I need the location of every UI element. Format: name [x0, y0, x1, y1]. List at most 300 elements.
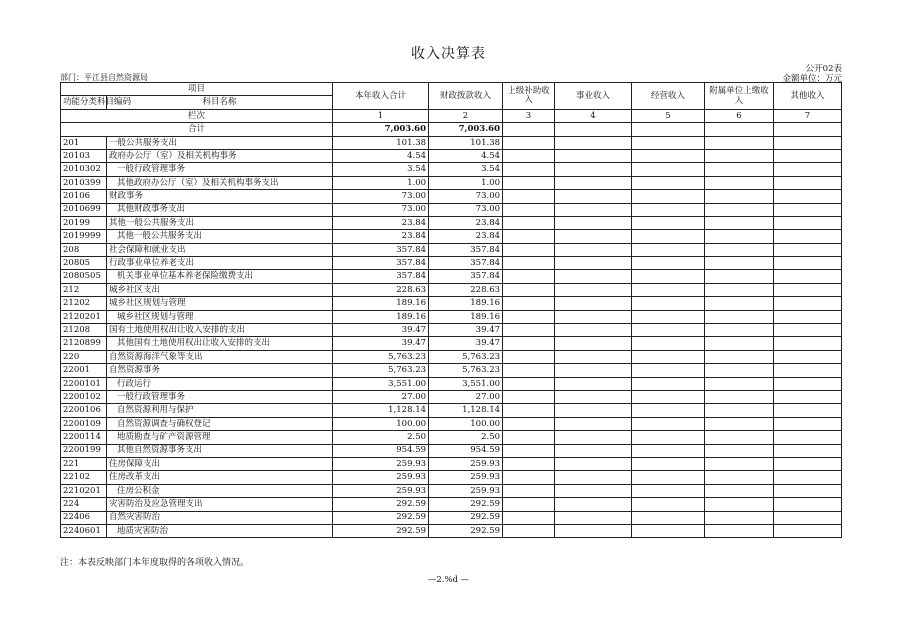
- empty-cell: [705, 324, 774, 337]
- total-income-value: 7,003.60: [333, 123, 429, 136]
- row-name: 其他财政事务支出: [107, 203, 333, 216]
- empty-cell: [555, 257, 632, 270]
- row-code: 224: [61, 498, 107, 511]
- row-name: 行政事业单位养老支出: [107, 257, 333, 270]
- row-fiscal-income: 357.84: [429, 257, 503, 270]
- fiscal-income-header: 财政拨款收入: [429, 83, 503, 110]
- row-code: 2210201: [61, 484, 107, 497]
- empty-cell: [555, 149, 632, 162]
- empty-cell: [632, 283, 705, 296]
- empty-cell: [632, 498, 705, 511]
- row-total-income: 3.54: [333, 163, 429, 176]
- empty-cell: [774, 471, 842, 484]
- row-name: 住房保障支出: [107, 457, 333, 470]
- table-row: [61, 136, 842, 149]
- row-name: 住房公积金: [107, 484, 333, 497]
- row-code: 2200109: [61, 417, 107, 430]
- row-code: 2200199: [61, 444, 107, 457]
- row-name: 政府办公厅（室）及相关机构事务: [107, 149, 333, 162]
- empty-cell: [555, 390, 632, 403]
- row-code: 220: [61, 350, 107, 363]
- empty-cell: [555, 176, 632, 189]
- empty-cell: [503, 417, 555, 430]
- empty-cell: [774, 524, 842, 537]
- row-name: 一般公共服务支出: [107, 136, 333, 149]
- empty-cell: [774, 337, 842, 350]
- empty-cell: [705, 444, 774, 457]
- table-row: [61, 243, 842, 256]
- empty-cell: [555, 337, 632, 350]
- empty-cell: [503, 404, 555, 417]
- empty-cell: [774, 431, 842, 444]
- empty-cell: [705, 163, 774, 176]
- empty-cell: [705, 310, 774, 323]
- row-total-income: 4.54: [333, 149, 429, 162]
- row-total-income: 292.59: [333, 524, 429, 537]
- row-total-income: 100.00: [333, 417, 429, 430]
- row-code: 20103: [61, 149, 107, 162]
- table-row: [61, 257, 842, 270]
- empty-cell: [503, 270, 555, 283]
- row-total-income: 189.16: [333, 310, 429, 323]
- empty-cell: [632, 310, 705, 323]
- table-row: [61, 297, 842, 310]
- row-total-income: 23.84: [333, 216, 429, 229]
- empty-cell: [555, 243, 632, 256]
- row-name: 一般行政管理事务: [107, 390, 333, 403]
- row-code: 20106: [61, 190, 107, 203]
- empty-cell: [503, 203, 555, 216]
- row-total-income: 259.93: [333, 457, 429, 470]
- row-name: 地质灾害防治: [107, 524, 333, 537]
- empty-cell: [774, 444, 842, 457]
- row-fiscal-income: 357.84: [429, 270, 503, 283]
- empty-cell: [503, 310, 555, 323]
- empty-cell: [774, 123, 842, 136]
- empty-cell: [705, 457, 774, 470]
- empty-cell: [705, 123, 774, 136]
- empty-cell: [555, 498, 632, 511]
- row-total-income: 5,763.23: [333, 350, 429, 363]
- row-fiscal-income: 1,128.14: [429, 404, 503, 417]
- empty-cell: [632, 511, 705, 524]
- empty-cell: [555, 203, 632, 216]
- table-row: [61, 163, 842, 176]
- total-row: [61, 123, 842, 136]
- empty-cell: [503, 350, 555, 363]
- empty-cell: [555, 377, 632, 390]
- row-fiscal-income: 101.38: [429, 136, 503, 149]
- empty-cell: [632, 484, 705, 497]
- row-name: 住房改革支出: [107, 471, 333, 484]
- empty-cell: [705, 390, 774, 403]
- empty-cell: [503, 230, 555, 243]
- department-label: 部门：平江县自然资源局: [60, 73, 148, 82]
- row-total-income: 101.38: [333, 136, 429, 149]
- row-name: 地质勘查与矿产资源管理: [107, 431, 333, 444]
- empty-cell: [503, 524, 555, 537]
- table-row: [61, 337, 842, 350]
- empty-cell: [705, 417, 774, 430]
- row-fiscal-income: 292.59: [429, 498, 503, 511]
- table-row: [61, 310, 842, 323]
- empty-cell: [503, 431, 555, 444]
- table-row: [61, 377, 842, 390]
- row-code: 212: [61, 283, 107, 296]
- row-code: 2010302: [61, 163, 107, 176]
- empty-cell: [705, 484, 774, 497]
- column-number-row: [61, 109, 842, 122]
- row-code: 208: [61, 243, 107, 256]
- affiliated-income-header: 附属单位上缴收入: [705, 83, 774, 110]
- empty-cell: [555, 283, 632, 296]
- row-code: 22102: [61, 471, 107, 484]
- empty-cell: [705, 297, 774, 310]
- row-name: 自然资源利用与保护: [107, 404, 333, 417]
- row-total-income: 5,763.23: [333, 364, 429, 377]
- empty-cell: [774, 203, 842, 216]
- row-name: 一般行政管理事务: [107, 163, 333, 176]
- name-header: 科目名称: [107, 96, 333, 109]
- empty-cell: [555, 404, 632, 417]
- empty-cell: [632, 324, 705, 337]
- row-code: 20199: [61, 216, 107, 229]
- row-total-income: 189.16: [333, 297, 429, 310]
- row-name: 自然灾害防治: [107, 511, 333, 524]
- empty-cell: [774, 257, 842, 270]
- empty-cell: [774, 190, 842, 203]
- row-code: 2240601: [61, 524, 107, 537]
- empty-cell: [632, 431, 705, 444]
- empty-cell: [705, 203, 774, 216]
- row-total-income: 39.47: [333, 324, 429, 337]
- row-name: 其他国有土地使用权出让收入安排的支出: [107, 337, 333, 350]
- row-code: 21208: [61, 324, 107, 337]
- empty-cell: [503, 136, 555, 149]
- empty-cell: [705, 350, 774, 363]
- row-name: 城乡社区支出: [107, 283, 333, 296]
- column-number-label: 栏次: [61, 109, 333, 122]
- empty-cell: [705, 471, 774, 484]
- empty-cell: [503, 390, 555, 403]
- empty-cell: [632, 417, 705, 430]
- table-row: [61, 471, 842, 484]
- empty-cell: [774, 216, 842, 229]
- row-code: 2200114: [61, 431, 107, 444]
- empty-cell: [503, 444, 555, 457]
- empty-cell: [774, 283, 842, 296]
- item-group-header: 项目: [61, 83, 333, 96]
- table-row: [61, 270, 842, 283]
- row-total-income: 259.93: [333, 471, 429, 484]
- row-total-income: 73.00: [333, 190, 429, 203]
- other-income-header: 其他收入: [774, 83, 842, 110]
- row-fiscal-income: 3,551.00: [429, 377, 503, 390]
- row-fiscal-income: 292.59: [429, 511, 503, 524]
- row-name: 其他自然资源事务支出: [107, 444, 333, 457]
- empty-cell: [632, 524, 705, 537]
- row-code: 2080505: [61, 270, 107, 283]
- row-total-income: 954.59: [333, 444, 429, 457]
- empty-cell: [774, 136, 842, 149]
- table-row: [61, 484, 842, 497]
- empty-cell: [555, 136, 632, 149]
- row-code: 2120899: [61, 337, 107, 350]
- empty-cell: [503, 324, 555, 337]
- empty-cell: [503, 216, 555, 229]
- empty-cell: [503, 498, 555, 511]
- empty-cell: [774, 149, 842, 162]
- table-row: [61, 283, 842, 296]
- empty-cell: [503, 190, 555, 203]
- row-fiscal-income: 259.93: [429, 484, 503, 497]
- row-code: 21202: [61, 297, 107, 310]
- table-row: [61, 511, 842, 524]
- empty-cell: [555, 163, 632, 176]
- column-number: 6: [705, 109, 774, 122]
- empty-cell: [503, 257, 555, 270]
- row-fiscal-income: 1.00: [429, 176, 503, 189]
- empty-cell: [705, 257, 774, 270]
- row-name: 其他一般公共服务支出: [107, 230, 333, 243]
- row-name: 行政运行: [107, 377, 333, 390]
- empty-cell: [705, 431, 774, 444]
- empty-cell: [503, 484, 555, 497]
- empty-cell: [705, 190, 774, 203]
- table-row: [61, 324, 842, 337]
- row-name: 灾害防治及应急管理支出: [107, 498, 333, 511]
- empty-cell: [774, 176, 842, 189]
- empty-cell: [705, 149, 774, 162]
- empty-cell: [774, 404, 842, 417]
- form-code: 公开02表: [805, 64, 842, 74]
- row-total-income: 228.63: [333, 283, 429, 296]
- table-row: [61, 176, 842, 189]
- code-header: 功能分类科目编码: [61, 96, 107, 109]
- empty-cell: [774, 310, 842, 323]
- operating-income-header: 经营收入: [632, 83, 705, 110]
- empty-cell: [555, 471, 632, 484]
- row-name: 自然资源调查与确权登记: [107, 417, 333, 430]
- subsidy-income-header: 上级补助收入: [503, 83, 555, 110]
- empty-cell: [503, 123, 555, 136]
- income-table: [60, 82, 842, 538]
- report-title: 收入决算表: [411, 46, 486, 62]
- row-name: 社会保障和就业支出: [107, 243, 333, 256]
- row-name: 机关事业单位基本养老保险缴费支出: [107, 270, 333, 283]
- empty-cell: [705, 337, 774, 350]
- row-total-income: 73.00: [333, 203, 429, 216]
- empty-cell: [632, 230, 705, 243]
- empty-cell: [774, 350, 842, 363]
- empty-cell: [632, 176, 705, 189]
- row-name: 财政事务: [107, 190, 333, 203]
- empty-cell: [503, 471, 555, 484]
- empty-cell: [705, 270, 774, 283]
- row-total-income: 292.59: [333, 511, 429, 524]
- business-income-header: 事业收入: [555, 83, 632, 110]
- empty-cell: [555, 431, 632, 444]
- row-fiscal-income: 2.50: [429, 431, 503, 444]
- table-row: [61, 230, 842, 243]
- empty-cell: [503, 457, 555, 470]
- row-total-income: 357.84: [333, 243, 429, 256]
- column-number: 5: [632, 109, 705, 122]
- empty-cell: [632, 243, 705, 256]
- column-number: 4: [555, 109, 632, 122]
- empty-cell: [632, 163, 705, 176]
- row-code: 2010699: [61, 203, 107, 216]
- empty-cell: [632, 270, 705, 283]
- row-name: 城乡社区规划与管理: [107, 297, 333, 310]
- row-fiscal-income: 292.59: [429, 524, 503, 537]
- row-fiscal-income: 189.16: [429, 297, 503, 310]
- empty-cell: [632, 297, 705, 310]
- empty-cell: [503, 377, 555, 390]
- table-row: [61, 190, 842, 203]
- empty-cell: [555, 190, 632, 203]
- empty-cell: [555, 297, 632, 310]
- empty-cell: [632, 457, 705, 470]
- empty-cell: [632, 216, 705, 229]
- row-total-income: 39.47: [333, 337, 429, 350]
- row-fiscal-income: 73.00: [429, 203, 503, 216]
- empty-cell: [774, 163, 842, 176]
- row-name: 其他政府办公厅（室）及相关机构事务支出: [107, 176, 333, 189]
- row-fiscal-income: 259.93: [429, 471, 503, 484]
- empty-cell: [503, 243, 555, 256]
- empty-cell: [632, 377, 705, 390]
- row-fiscal-income: 5,763.23: [429, 350, 503, 363]
- total-fiscal-value: 7,003.60: [429, 123, 503, 136]
- row-fiscal-income: 73.00: [429, 190, 503, 203]
- row-fiscal-income: 23.84: [429, 230, 503, 243]
- empty-cell: [503, 149, 555, 162]
- row-total-income: 357.84: [333, 257, 429, 270]
- empty-cell: [632, 364, 705, 377]
- row-code: 2200101: [61, 377, 107, 390]
- row-code: 2120201: [61, 310, 107, 323]
- empty-cell: [555, 230, 632, 243]
- row-total-income: 23.84: [333, 230, 429, 243]
- row-fiscal-income: 39.47: [429, 337, 503, 350]
- empty-cell: [774, 364, 842, 377]
- row-name: 其他一般公共服务支出: [107, 216, 333, 229]
- empty-cell: [555, 511, 632, 524]
- total-income-header: 本年收入合计: [333, 83, 429, 110]
- empty-cell: [774, 457, 842, 470]
- empty-cell: [774, 417, 842, 430]
- row-code: 2200106: [61, 404, 107, 417]
- row-code: 2019999: [61, 230, 107, 243]
- empty-cell: [774, 297, 842, 310]
- empty-cell: [632, 190, 705, 203]
- empty-cell: [705, 243, 774, 256]
- table-row: [61, 350, 842, 363]
- table-row: [61, 524, 842, 537]
- row-code: 22406: [61, 511, 107, 524]
- row-total-income: 2.50: [333, 431, 429, 444]
- table-row: [61, 431, 842, 444]
- row-fiscal-income: 39.47: [429, 324, 503, 337]
- row-total-income: 3,551.00: [333, 377, 429, 390]
- row-total-income: 1,128.14: [333, 404, 429, 417]
- row-fiscal-income: 954.59: [429, 444, 503, 457]
- column-number: 1: [333, 109, 429, 122]
- empty-cell: [705, 136, 774, 149]
- empty-cell: [705, 283, 774, 296]
- empty-cell: [503, 337, 555, 350]
- empty-cell: [705, 404, 774, 417]
- table-row: [61, 498, 842, 511]
- empty-cell: [632, 337, 705, 350]
- row-code: 221: [61, 457, 107, 470]
- empty-cell: [774, 511, 842, 524]
- row-fiscal-income: 23.84: [429, 216, 503, 229]
- row-name: 自然资源海洋气象等支出: [107, 350, 333, 363]
- empty-cell: [705, 176, 774, 189]
- empty-cell: [632, 203, 705, 216]
- row-fiscal-income: 100.00: [429, 417, 503, 430]
- row-name: 国有土地使用权出让收入安排的支出: [107, 324, 333, 337]
- empty-cell: [503, 283, 555, 296]
- empty-cell: [774, 377, 842, 390]
- empty-cell: [555, 270, 632, 283]
- empty-cell: [632, 444, 705, 457]
- empty-cell: [774, 243, 842, 256]
- empty-cell: [555, 484, 632, 497]
- row-fiscal-income: 3.54: [429, 163, 503, 176]
- empty-cell: [632, 404, 705, 417]
- column-number: 2: [429, 109, 503, 122]
- row-code: 201: [61, 136, 107, 149]
- empty-cell: [774, 270, 842, 283]
- empty-cell: [705, 230, 774, 243]
- row-total-income: 357.84: [333, 270, 429, 283]
- table-row: [61, 364, 842, 377]
- table-row: [61, 203, 842, 216]
- column-number: 7: [774, 109, 842, 122]
- row-name: 自然资源事务: [107, 364, 333, 377]
- empty-cell: [774, 484, 842, 497]
- empty-cell: [503, 163, 555, 176]
- empty-cell: [503, 297, 555, 310]
- empty-cell: [503, 511, 555, 524]
- page-number: —2.%d —: [427, 575, 470, 585]
- row-fiscal-income: 259.93: [429, 457, 503, 470]
- row-fiscal-income: 357.84: [429, 243, 503, 256]
- row-code: 2200102: [61, 390, 107, 403]
- empty-cell: [705, 498, 774, 511]
- empty-cell: [774, 498, 842, 511]
- row-total-income: 27.00: [333, 390, 429, 403]
- empty-cell: [774, 230, 842, 243]
- empty-cell: [632, 390, 705, 403]
- row-fiscal-income: 4.54: [429, 149, 503, 162]
- total-label: 合计: [61, 123, 333, 136]
- empty-cell: [503, 176, 555, 189]
- empty-cell: [705, 364, 774, 377]
- row-name: 城乡社区规划与管理: [107, 310, 333, 323]
- empty-cell: [555, 524, 632, 537]
- empty-cell: [555, 350, 632, 363]
- empty-cell: [632, 350, 705, 363]
- row-total-income: 259.93: [333, 484, 429, 497]
- row-fiscal-income: 189.16: [429, 310, 503, 323]
- table-row: [61, 417, 842, 430]
- row-code: 20805: [61, 257, 107, 270]
- empty-cell: [774, 324, 842, 337]
